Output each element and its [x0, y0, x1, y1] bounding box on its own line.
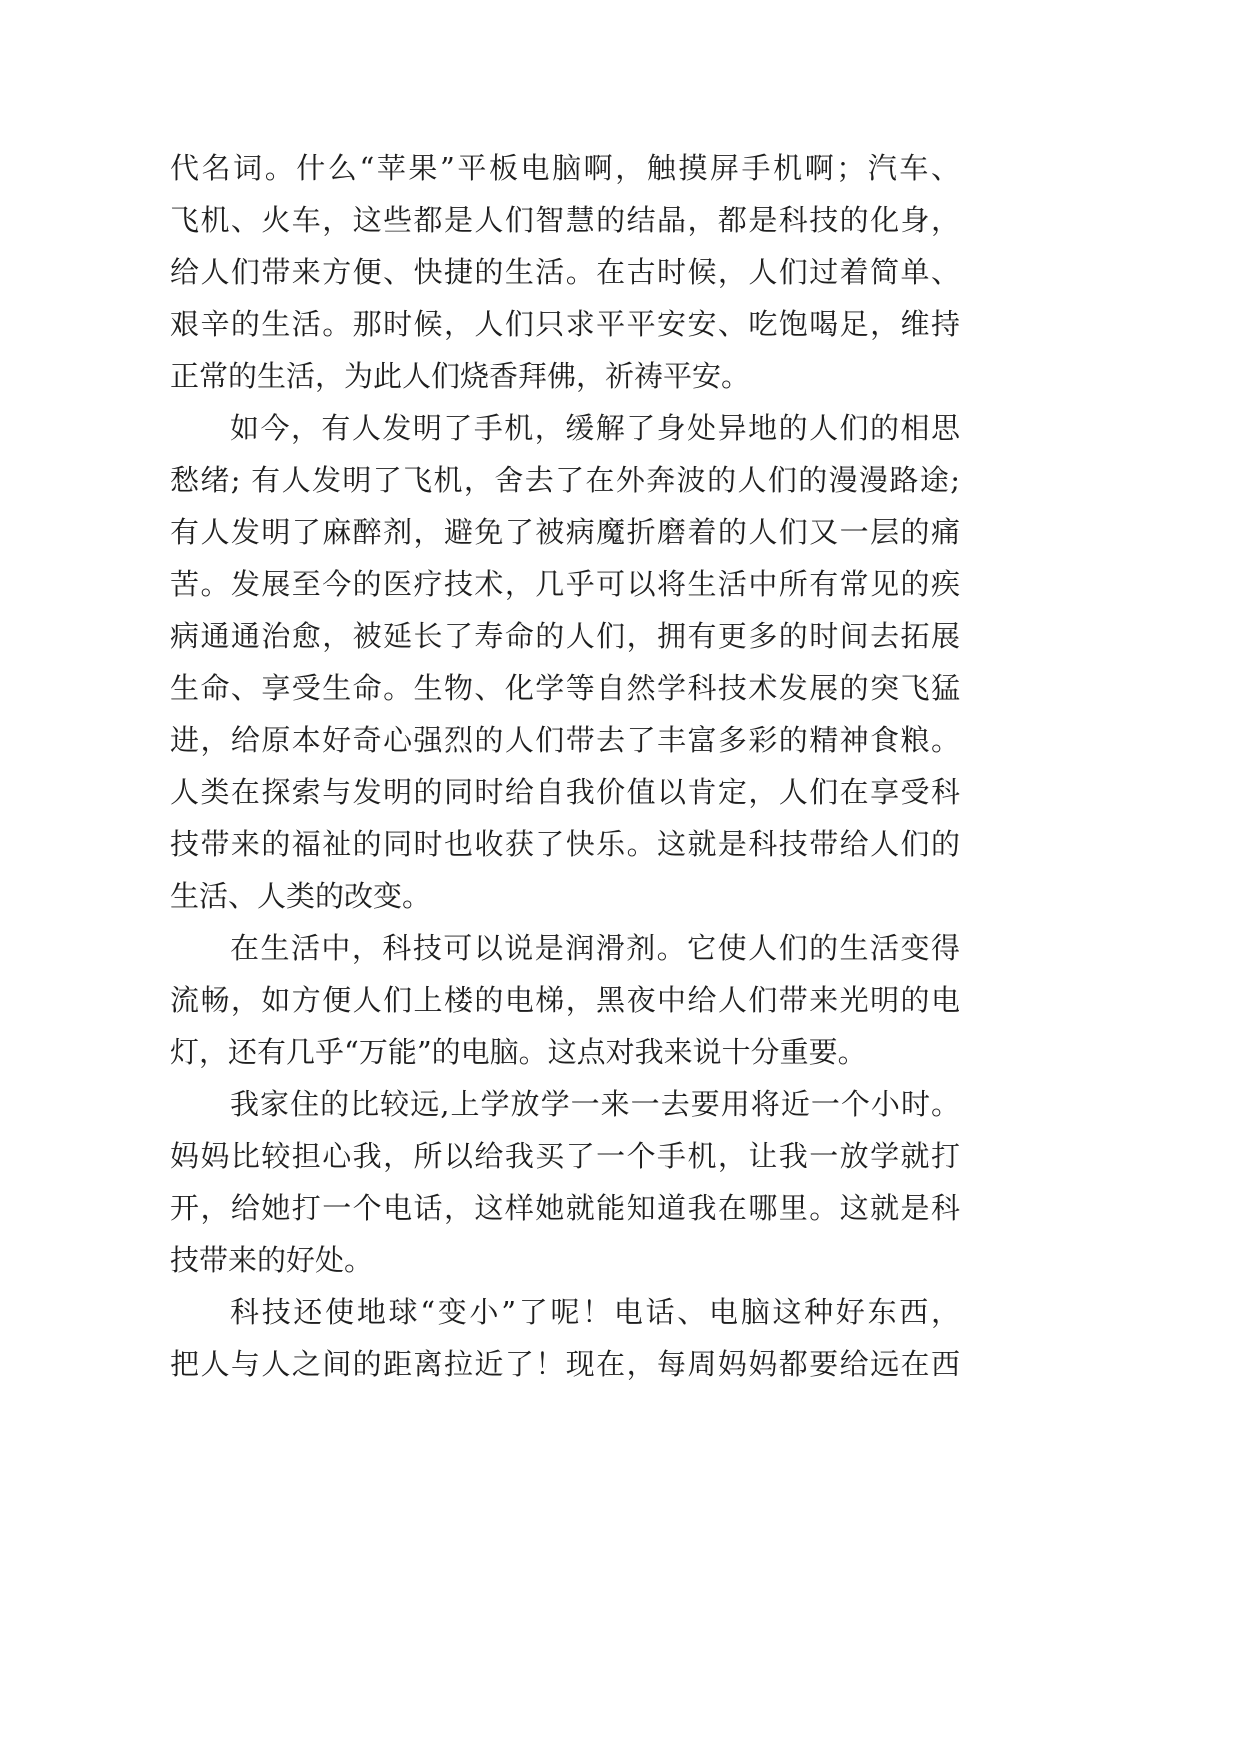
- text-line: 我家住的比较远,上学放学一来一去要用将近一个小时。: [230, 1087, 960, 1121]
- text-line: 艰辛的生活。那时候，人们只求平平安安、吃饱喝足，维持: [170, 307, 960, 341]
- text-line: 愁绪; 有人发明了飞机，舍去了在外奔波的人们的漫漫路途;: [170, 463, 960, 497]
- text-line: 给人们带来方便、快捷的生活。在古时候，人们过着简单、: [170, 255, 960, 289]
- paragraph: [170, 1078, 960, 1286]
- text-line: 妈妈比较担心我，所以给我买了一个手机，让我一放学就打: [170, 1139, 960, 1173]
- text-line: 生命、享受生命。生物、化学等自然学科技术发展的突飞猛: [170, 671, 960, 705]
- text-line: 人类在探索与发明的同时给自我价值以肯定，人们在享受科: [170, 775, 960, 809]
- text-line: 流畅，如方便人们上楼的电梯，黑夜中给人们带来光明的电: [170, 983, 960, 1017]
- document-body: [170, 142, 960, 1390]
- text-line: 技带来的好处。: [170, 1243, 374, 1277]
- text-line: 进，给原本好奇心强烈的人们带去了丰富多彩的精神食粮。: [170, 723, 960, 757]
- text-line: 病通通治愈，被延长了寿命的人们，拥有更多的时间去拓展: [170, 619, 960, 653]
- text-line: 技带来的福祉的同时也收获了快乐。这就是科技带给人们的: [170, 827, 960, 861]
- text-line: 正常的生活，为此人们烧香拜佛，祈祷平安。: [170, 359, 751, 393]
- paragraph: [170, 1286, 960, 1390]
- text-line: 苦。发展至今的医疗技术，几乎可以将生活中所有常见的疾: [170, 567, 960, 601]
- text-line: 如今，有人发明了手机，缓解了身处异地的人们的相思: [230, 411, 960, 445]
- paragraph: [170, 922, 960, 1078]
- paragraph: [170, 402, 960, 922]
- text-line: 科技还使地球“变小”了呢！电话、电脑这种好东西，: [230, 1295, 960, 1329]
- text-line: 有人发明了麻醉剂，避免了被病魔折磨着的人们又一层的痛: [170, 515, 960, 549]
- text-line: 把人与人之间的距离拉近了！现在，每周妈妈都要给远在西: [170, 1347, 960, 1381]
- text-line: 在生活中，科技可以说是润滑剂。它使人们的生活变得: [230, 931, 960, 965]
- text-line: 生活、人类的改变。: [170, 879, 432, 913]
- text-line: 飞机、火车，这些都是人们智慧的结晶，都是科技的化身，: [170, 203, 960, 237]
- text-line: 开，给她打一个电话，这样她就能知道我在哪里。这就是科: [170, 1191, 960, 1225]
- text-line: 灯，还有几乎“万能”的电脑。这点对我来说十分重要。: [170, 1035, 867, 1069]
- text-line: 代名词。什么“苹果”平板电脑啊，触摸屏手机啊；汽车、: [170, 151, 960, 185]
- paragraph: [170, 142, 960, 402]
